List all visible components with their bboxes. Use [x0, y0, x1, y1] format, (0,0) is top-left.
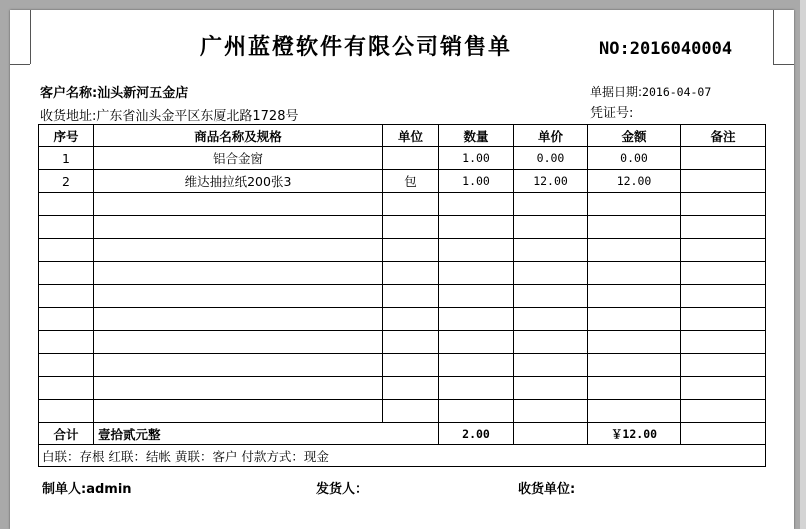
- sales-items-table: [38, 124, 766, 467]
- maker-value: admin: [86, 482, 132, 497]
- empty-cell: [94, 285, 383, 308]
- copy-distribution-note: 白联：存根 红联：结帐 黄联：客户 付款方式：现金: [39, 445, 766, 467]
- table-row-empty: [39, 354, 766, 377]
- empty-cell: [94, 377, 383, 400]
- cell-name: 维达抽拉纸200张3: [94, 170, 383, 193]
- empty-cell: [514, 331, 588, 354]
- empty-cell: [439, 239, 514, 262]
- empty-cell: [681, 354, 766, 377]
- empty-cell: [514, 400, 588, 423]
- customer-value: 汕头新河五金店: [97, 86, 189, 101]
- cell-remark: [681, 147, 766, 170]
- empty-cell: [94, 262, 383, 285]
- empty-cell: [439, 331, 514, 354]
- empty-cell: [383, 216, 439, 239]
- total-row: [39, 423, 766, 445]
- empty-cell: [94, 308, 383, 331]
- table-row-empty: [39, 308, 766, 331]
- footer-shipper: 发货人：: [316, 482, 369, 497]
- empty-cell: [588, 331, 681, 354]
- empty-cell: [681, 400, 766, 423]
- total-remark-empty: [681, 423, 766, 445]
- empty-cell: [514, 308, 588, 331]
- empty-cell: [514, 354, 588, 377]
- empty-cell: [383, 262, 439, 285]
- column-header-no: 序号: [39, 125, 94, 147]
- empty-cell: [383, 354, 439, 377]
- table-row-empty: [39, 400, 766, 423]
- empty-cell: [514, 285, 588, 308]
- empty-cell: [681, 216, 766, 239]
- empty-cell: [588, 216, 681, 239]
- total-amount: ￥12.00: [588, 423, 681, 445]
- empty-cell: [39, 331, 94, 354]
- empty-cell: [681, 308, 766, 331]
- empty-cell: [514, 216, 588, 239]
- cell-amount: 12.00: [588, 170, 681, 193]
- empty-cell: [94, 216, 383, 239]
- empty-cell: [681, 377, 766, 400]
- column-header-unit: 单位: [383, 125, 439, 147]
- empty-cell: [588, 354, 681, 377]
- address-label: 收货地址:: [40, 109, 97, 124]
- empty-cell: [439, 262, 514, 285]
- table-header-row: [39, 125, 766, 147]
- empty-cell: [39, 285, 94, 308]
- table-row-empty: [39, 262, 766, 285]
- empty-cell: [39, 308, 94, 331]
- empty-cell: [39, 400, 94, 423]
- empty-cell: [439, 377, 514, 400]
- cell-name: 铝合金窗: [94, 147, 383, 170]
- document-number: NO:2016040004: [599, 39, 733, 59]
- empty-cell: [383, 285, 439, 308]
- total-label: 合计: [39, 423, 94, 445]
- total-qty: 2.00: [439, 423, 514, 445]
- empty-cell: [439, 400, 514, 423]
- column-header-qty: 数量: [439, 125, 514, 147]
- delivery-address: [40, 105, 298, 124]
- empty-cell: [681, 239, 766, 262]
- column-header-remark: 备注: [681, 125, 766, 147]
- column-header-name: 商品名称及规格: [94, 125, 383, 147]
- table-row-empty: [39, 239, 766, 262]
- empty-cell: [94, 354, 383, 377]
- empty-cell: [439, 285, 514, 308]
- footer-receiver: 收货单位:: [518, 482, 576, 497]
- total-price-empty: [514, 423, 588, 445]
- empty-cell: [681, 262, 766, 285]
- customer-name: [40, 82, 188, 101]
- note-row: [39, 445, 766, 467]
- empty-cell: [588, 377, 681, 400]
- empty-cell: [94, 239, 383, 262]
- empty-cell: [383, 331, 439, 354]
- empty-cell: [439, 193, 514, 216]
- empty-cell: [681, 285, 766, 308]
- voucher-number: [590, 102, 633, 121]
- empty-cell: [39, 262, 94, 285]
- empty-cell: [94, 400, 383, 423]
- empty-cell: [514, 239, 588, 262]
- table-row-empty: [39, 216, 766, 239]
- empty-cell: [439, 216, 514, 239]
- empty-cell: [681, 193, 766, 216]
- empty-cell: [39, 216, 94, 239]
- date-label: 单据日期:: [590, 85, 643, 99]
- column-header-price: 单价: [514, 125, 588, 147]
- empty-cell: [588, 193, 681, 216]
- cell-price: 0.00: [514, 147, 588, 170]
- maker-label: 制单人:: [42, 482, 87, 497]
- empty-cell: [383, 193, 439, 216]
- sales-order-paper: [10, 10, 794, 529]
- address-value: 广东省汕头金平区东厦北路1728号: [96, 109, 299, 124]
- cell-no: 2: [39, 170, 94, 193]
- crop-mark-top-right-horizontal: [773, 64, 794, 65]
- empty-cell: [588, 308, 681, 331]
- empty-cell: [514, 193, 588, 216]
- vertical-scrollbar[interactable]: [800, 0, 806, 529]
- document-title: 广州蓝橙软件有限公司销售单: [200, 35, 513, 60]
- empty-cell: [94, 193, 383, 216]
- cell-remark: [681, 170, 766, 193]
- table-row: [39, 170, 766, 193]
- crop-mark-top-right-vertical: [773, 10, 774, 64]
- total-amount-words: 壹拾贰元整: [94, 423, 439, 445]
- empty-cell: [439, 354, 514, 377]
- empty-cell: [383, 239, 439, 262]
- document-date: [590, 83, 711, 100]
- empty-cell: [588, 262, 681, 285]
- voucher-label: 凭证号:: [590, 106, 634, 121]
- footer-maker: [42, 478, 132, 497]
- cell-no: 1: [39, 147, 94, 170]
- table-row-empty: [39, 285, 766, 308]
- customer-label: 客户名称:: [40, 86, 98, 101]
- empty-cell: [39, 193, 94, 216]
- empty-cell: [514, 377, 588, 400]
- empty-cell: [39, 377, 94, 400]
- column-header-amount: 金额: [588, 125, 681, 147]
- cell-qty: 1.00: [439, 170, 514, 193]
- cell-qty: 1.00: [439, 147, 514, 170]
- table-row-empty: [39, 331, 766, 354]
- date-value: 2016-04-07: [642, 85, 712, 99]
- empty-cell: [514, 262, 588, 285]
- cell-unit: [383, 147, 439, 170]
- cell-amount: 0.00: [588, 147, 681, 170]
- empty-cell: [588, 400, 681, 423]
- empty-cell: [439, 308, 514, 331]
- empty-cell: [39, 354, 94, 377]
- table-row-empty: [39, 193, 766, 216]
- table-row-empty: [39, 377, 766, 400]
- empty-cell: [681, 331, 766, 354]
- empty-cell: [39, 239, 94, 262]
- table-row: [39, 147, 766, 170]
- empty-cell: [94, 331, 383, 354]
- empty-cell: [383, 377, 439, 400]
- crop-mark-top-left-vertical: [30, 10, 31, 64]
- empty-cell: [588, 239, 681, 262]
- empty-cell: [383, 308, 439, 331]
- cell-price: 12.00: [514, 170, 588, 193]
- crop-mark-top-left-horizontal: [10, 64, 30, 65]
- cell-unit: 包: [383, 170, 439, 193]
- empty-cell: [588, 285, 681, 308]
- empty-cell: [383, 400, 439, 423]
